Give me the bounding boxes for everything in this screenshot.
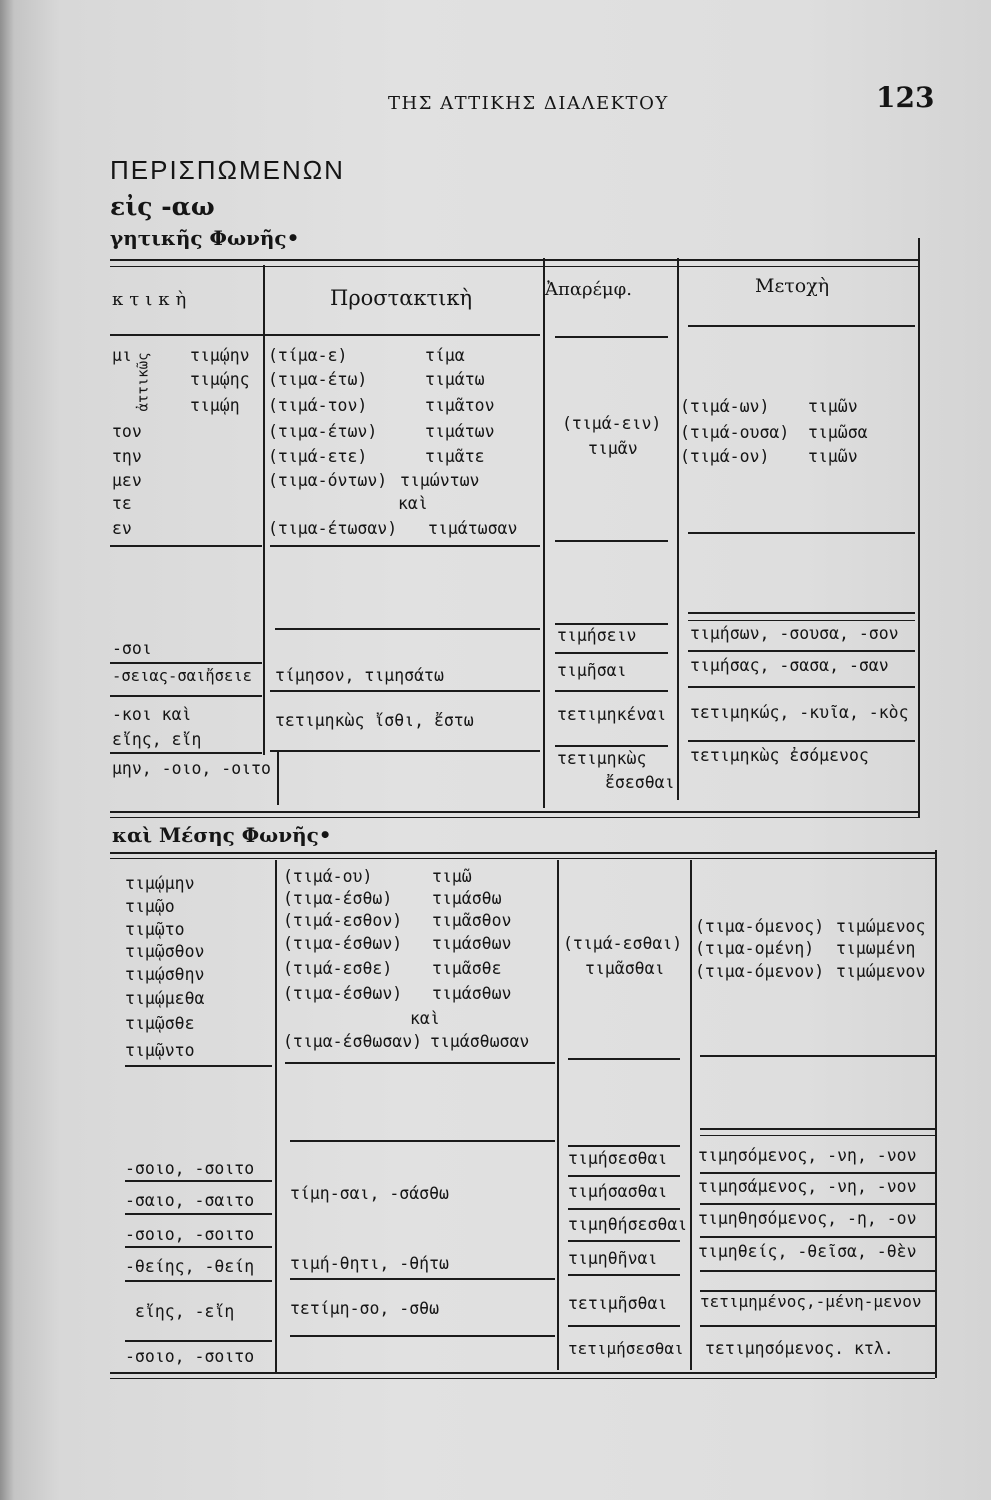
optative-ending: μεν (112, 471, 142, 490)
imperative-uncontracted: (τιμά-ετε) (268, 447, 368, 466)
imperative-contracted: τιμᾶτον (425, 396, 495, 415)
infinitive-uncontracted: (τιμά-εσθαι) (563, 934, 683, 953)
table-rule-horizontal (285, 1062, 555, 1064)
tense-optative: -κοι καὶ (112, 705, 192, 724)
table-rule-vertical (263, 265, 265, 755)
imperative-uncontracted: (τιμα-όντων) (268, 471, 388, 490)
participle-uncontracted: (τιμά-ον) (680, 447, 770, 466)
optative-ending: την (112, 447, 142, 466)
imperative-contracted: τιμῶ (432, 867, 472, 886)
tense-infinitive: τιμήσειν (557, 626, 637, 645)
table-rule-horizontal (110, 1372, 935, 1374)
optative-form: τιμῴσθην (125, 965, 205, 984)
tense-infinitive: τιμῆσαι (557, 661, 627, 680)
tense-infinitive: τιμήσεσθαι (568, 1149, 668, 1168)
participle-uncontracted: (τιμα-όμενος) (695, 917, 825, 936)
table-rule-horizontal (110, 858, 935, 859)
column-header-participle: Μετοχὴ (755, 275, 830, 297)
table-rule-horizontal (700, 1203, 935, 1205)
imperative-contracted: τιμάσθω (432, 889, 502, 908)
imperative-contracted: τιμώντων (400, 471, 480, 490)
table-rule-horizontal (688, 532, 915, 534)
table-rule-horizontal (110, 695, 262, 697)
tense-participle: τιμήσας, -σασα, -σαν (690, 656, 889, 675)
table-rule-horizontal (110, 662, 262, 664)
column-header-infinitive: Ἀπαρέμφ. (545, 279, 632, 300)
tense-optative: εἴης, -εἴη (135, 1302, 235, 1321)
attic-form: τιμῴης (190, 370, 250, 389)
imperative-uncontracted: (τιμα-έσθω) (283, 889, 393, 908)
table-rule-horizontal (700, 1135, 935, 1136)
optative-form: τιμῷσθον (125, 942, 205, 961)
optative-ending: εν (112, 519, 132, 538)
table-rule-horizontal (110, 852, 935, 854)
table-rule-vertical (677, 258, 679, 800)
tense-optative: εἴης, εἴη (112, 730, 202, 749)
table-rule-horizontal (568, 1240, 680, 1242)
imperative-uncontracted: (τιμά-εσθον) (283, 911, 403, 930)
tense-infinitive: τετιμηκὼς (557, 749, 647, 768)
table-rule-horizontal (700, 1325, 935, 1327)
tense-participle: τιμησόμενος, -νη, -νον (698, 1146, 917, 1165)
optative-form: τιμῴμην (125, 874, 195, 893)
table-rule-horizontal (568, 1058, 680, 1060)
table-rule-horizontal (688, 740, 915, 742)
table-rule-horizontal (110, 811, 918, 813)
table-rule-vertical (275, 860, 277, 1372)
tense-participle: τιμησάμενος, -νη, -νον (698, 1177, 917, 1196)
imperative-uncontracted: (τιμα-έσθων) (283, 984, 403, 1003)
table-rule-horizontal (270, 545, 540, 547)
table-rule-horizontal (700, 1236, 935, 1238)
table-rule-horizontal (110, 259, 918, 261)
participle-uncontracted: (τιμά-ων) (680, 397, 770, 416)
optative-form: τιμῷο (125, 897, 175, 916)
table-rule-horizontal (110, 545, 262, 547)
tense-participle: τετιμημένος,-μένη-μενον (700, 1292, 922, 1311)
imperative-uncontracted: (τιμα-έσθων) (283, 934, 403, 953)
table-rule-horizontal (568, 1325, 680, 1327)
table-rule-horizontal (270, 690, 540, 692)
infinitive-contracted: τιμᾶσθαι (585, 959, 665, 978)
table-rule-horizontal (568, 1145, 680, 1147)
table-rule-horizontal (688, 612, 915, 614)
tense-infinitive: τετιμῆσθαι (568, 1294, 668, 1313)
imperative-conjunction: καὶ (398, 494, 428, 513)
imperative-uncontracted: (τίμα-ε) (268, 346, 348, 365)
tense-imperative: τετίμη-σο, -σθω (290, 1299, 440, 1318)
imperative-conjunction: καὶ (410, 1009, 440, 1028)
section-heading: ΠΕΡΙΣΠΩΜΕΝΩΝ (110, 155, 345, 185)
optative-ending: τε (112, 494, 132, 513)
tense-optative: -σοιο, -σοιτο (125, 1159, 255, 1178)
tense-participle: τιμηθείς, -θεῖσα, -θὲν (698, 1242, 917, 1261)
participle-contracted: τιμῶν (808, 447, 858, 466)
table-rule-vertical (277, 752, 279, 805)
imperative-uncontracted: (τιμα-έτωσαν) (268, 519, 398, 538)
column-header-imperative: Προστακτικὴ (330, 286, 473, 310)
imperative-contracted: τιμάτων (425, 422, 495, 441)
tense-infinitive: τιμηθήσεσθαι (568, 1215, 688, 1234)
participle-uncontracted: (τιμά-ουσα) (680, 423, 790, 442)
table-rule-horizontal (125, 1065, 272, 1067)
tense-imperative: τετιμηκὼς ἴσθι, ἔστω (275, 711, 474, 730)
tense-optative: -σοιο, -σοιτο (125, 1225, 255, 1244)
table-rule-horizontal (688, 620, 915, 621)
table-rule-horizontal (125, 1246, 272, 1248)
tense-optative: -σειας-σαιἤσειε (112, 667, 252, 685)
table-rule-horizontal (125, 1213, 272, 1215)
optative-form: τιμῷσθε (125, 1014, 195, 1033)
tense-participle: τετιμηκώς, -κυῖα, -κὸς (690, 703, 909, 722)
table-rule-horizontal (568, 1274, 680, 1276)
tense-participle: τετιμησόμενος. κτλ. (705, 1339, 894, 1358)
imperative-uncontracted: (τιμά-ου) (283, 867, 373, 886)
table-rule-horizontal (555, 336, 668, 338)
table-rule-vertical (557, 860, 559, 1370)
optative-ending: μι (112, 346, 132, 365)
table-rule-horizontal (568, 1208, 680, 1210)
table-rule-horizontal (110, 334, 540, 336)
optative-form: τιμῴμεθα (125, 989, 205, 1008)
table-rule-vertical (918, 238, 920, 818)
tense-infinitive: τιμηθῆναι (568, 1249, 658, 1268)
table-rule-horizontal (555, 745, 668, 747)
table-rule-horizontal (688, 325, 915, 327)
table-rule-horizontal (700, 1270, 935, 1272)
table-rule-vertical (543, 258, 545, 808)
tense-infinitive: ἔσεσθαι (605, 773, 675, 792)
tense-imperative: τίμησον, τιμησάτω (275, 666, 444, 685)
tense-optative: -θείης, -θείη (125, 1257, 255, 1276)
table-rule-horizontal (555, 623, 668, 625)
active-voice-title: γητικῆς Φωνῆς• (110, 226, 300, 250)
imperative-contracted: τιμάσθων (432, 934, 512, 953)
imperative-uncontracted: (τιμά-τον) (268, 396, 368, 415)
section-subheading: εἰς -αω (110, 192, 215, 221)
participle-contracted: τιμῶσα (808, 423, 868, 442)
optative-form: τιμῷτο (125, 920, 185, 939)
tense-participle: τετιμηκὼς ἐσόμενος (690, 746, 869, 765)
page-number: 123 (876, 81, 935, 114)
imperative-uncontracted: (τιμά-εσθε) (283, 959, 393, 978)
table-rule-horizontal (568, 1175, 680, 1177)
table-rule-horizontal (290, 1140, 555, 1142)
imperative-contracted: τιμᾶσθε (432, 959, 502, 978)
tense-infinitive: τετιμηκέναι (557, 705, 667, 724)
table-rule-horizontal (700, 1128, 935, 1130)
tense-participle: τιμηθησόμενος, -η, -ον (698, 1209, 917, 1228)
table-rule-horizontal (125, 1180, 272, 1182)
participle-contracted: τιμωμένη (836, 939, 916, 958)
table-rule-horizontal (270, 750, 540, 752)
attic-label: ἀττικῶς (135, 352, 152, 412)
imperative-uncontracted: (τιμα-έτων) (268, 422, 378, 441)
table-rule-horizontal (555, 690, 668, 692)
imperative-contracted: τιμᾶσθον (432, 911, 512, 930)
table-rule-horizontal (290, 1335, 555, 1337)
table-rule-horizontal (555, 540, 668, 542)
table-rule-vertical (690, 860, 692, 1370)
participle-contracted: τιμώμενος (836, 917, 926, 936)
tense-imperative: τιμή-θητι, -θήτω (290, 1254, 449, 1273)
table-rule-horizontal (275, 628, 540, 630)
tense-optative: -σοι (112, 639, 152, 658)
table-rule-horizontal (110, 752, 262, 754)
imperative-contracted: τιμάσθων (432, 984, 512, 1003)
tense-infinitive: τιμήσασθαι (568, 1182, 668, 1201)
participle-uncontracted: (τιμα-όμενον) (695, 962, 825, 981)
optative-ending: τον (112, 422, 142, 441)
middle-voice-title: καὶ Μέσης Φωνῆς• (112, 823, 332, 847)
participle-contracted: τιμώμενον (836, 962, 926, 981)
infinitive-uncontracted: (τιμά-ειν) (562, 414, 662, 433)
attic-form: τιμῴη (190, 396, 240, 415)
attic-form: τιμῴην (190, 346, 250, 365)
imperative-contracted: τίμα (425, 346, 465, 365)
table-rule-horizontal (110, 1378, 935, 1379)
tense-optative: -σοιο, -σοιτο (125, 1347, 255, 1366)
tense-imperative: τίμη-σαι, -σάσθω (290, 1184, 449, 1203)
column-header-optative: κτικὴ (112, 289, 193, 310)
infinitive-contracted: τιμᾶν (588, 439, 638, 458)
table-rule-horizontal (125, 1340, 272, 1342)
imperative-contracted: τιμάτω (425, 370, 485, 389)
table-rule-horizontal (688, 650, 915, 652)
table-rule-horizontal (555, 652, 668, 654)
table-rule-horizontal (700, 1055, 935, 1057)
tense-participle: τιμήσων, -σουσα, -σον (690, 624, 899, 643)
table-rule-vertical (935, 850, 937, 1378)
table-rule-horizontal (290, 1278, 555, 1280)
table-rule-horizontal (125, 1280, 272, 1282)
participle-uncontracted: (τιμα-ομένη) (695, 939, 815, 958)
imperative-contracted: τιμάσθωσαν (430, 1032, 530, 1051)
imperative-contracted: τιμᾶτε (425, 447, 485, 466)
tense-optative: -σαιο, -σαιτο (125, 1191, 255, 1210)
table-rule-horizontal (110, 817, 918, 818)
table-rule-horizontal (110, 266, 918, 267)
participle-contracted: τιμῶν (808, 397, 858, 416)
optative-form: τιμῷντο (125, 1041, 195, 1060)
imperative-contracted: τιμάτωσαν (428, 519, 518, 538)
tense-infinitive: τετιμήσεσθαι (568, 1339, 684, 1358)
running-head: ΤΗΣ ΑΤΤΙΚΗΣ ΔΙΑΛΕΚΤΟΥ (388, 93, 669, 114)
imperative-uncontracted: (τιμα-έσθωσαν) (283, 1032, 423, 1051)
table-rule-horizontal (688, 686, 915, 688)
imperative-uncontracted: (τιμα-έτω) (268, 370, 368, 389)
table-rule-horizontal (700, 1172, 935, 1174)
tense-optative: μην, -οιο, -οιτο (112, 759, 271, 778)
